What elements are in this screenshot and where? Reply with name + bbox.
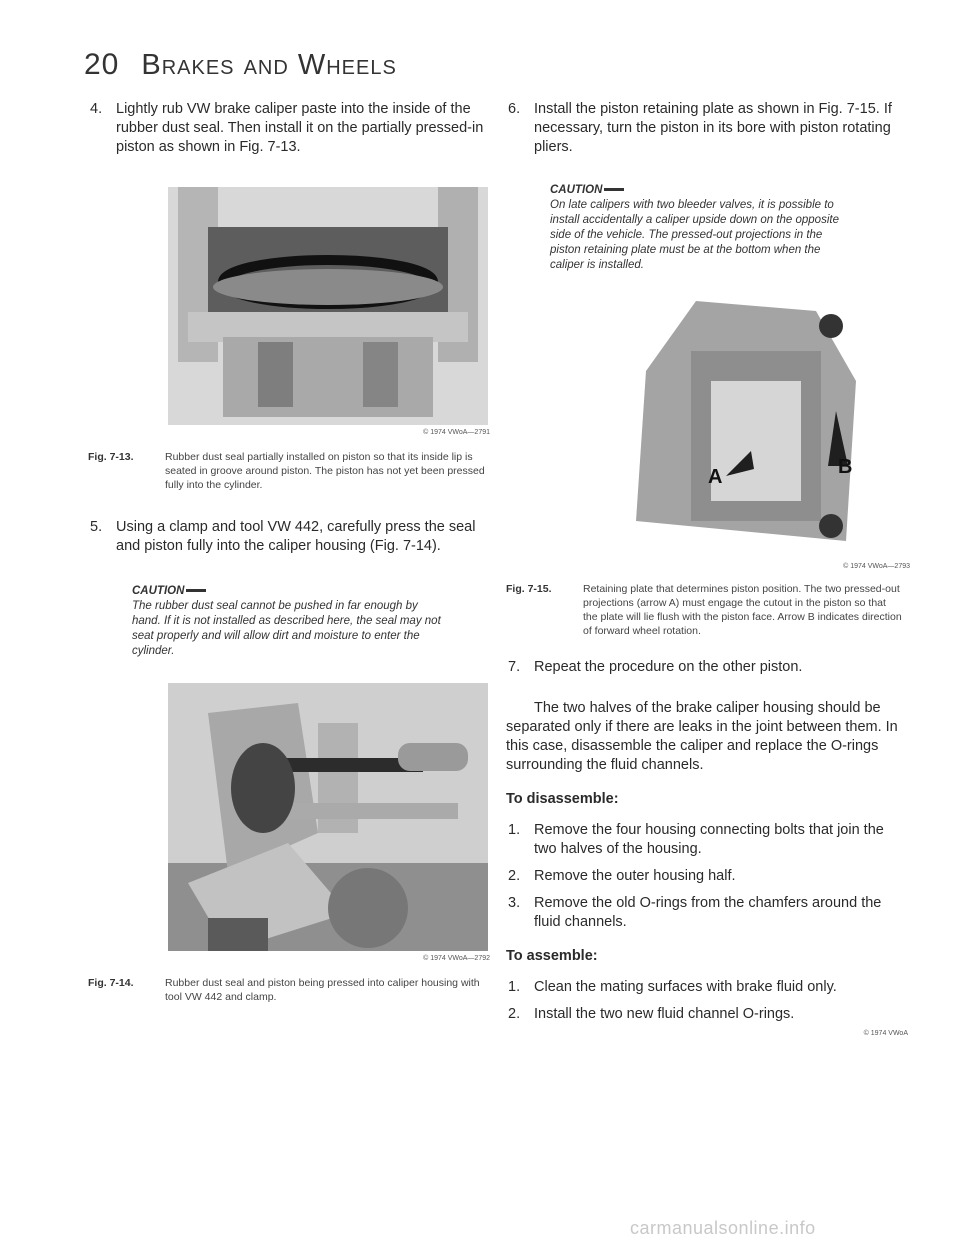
list-item: 2. Install the two new fluid channel O-rings. (508, 1006, 795, 1022)
page-number: 20 (84, 48, 120, 81)
step-7: 7. Repeat the procedure on the other piston. (508, 659, 803, 675)
caution-text: On late calipers with two bleeder valves, it is possible to install accidentally a caliper upside down on the opposite side of the vehicle. The pressed-out projections in the piston retaining plate must be at the bottom when the caliper is installed. (550, 199, 839, 271)
figure-7-15-credit: © 1974 VWoA—2793 (843, 563, 910, 570)
list-item: 1. Remove the four housing connecting bolts that join the two halves of the housing. (508, 822, 884, 857)
figure-7-15-label: Fig. 7-15. (506, 583, 552, 595)
step-4: 4. Lightly rub VW brake caliper paste into the inside of the rubber dust seal. Then install it on the partially pressed-in piston as shown in Fig. 7-13. (90, 101, 484, 155)
watermark-text: carmanualsonline.info (630, 1218, 816, 1238)
caution-box-right (506, 183, 908, 273)
figure-7-15-caption: Fig. 7-15. Retaining plate that determines piston position. The two pressed-out projections (arrow A) must engage the cutout in the piston so that the plate will lie flush with the piston face. Arrow B indicates direction of forward wheel rotation. (506, 583, 902, 637)
figure-7-14-caption: Fig. 7-14. Rubber dust seal and piston being pressed into caliper housing with tool VW 442 and clamp. (88, 977, 480, 1003)
arrow-a-label: A (708, 466, 723, 488)
step-5: 5. Using a clamp and tool VW 442, carefully press the seal and piston fully into the caliper housing (Fig. 7-14). (90, 519, 476, 554)
chapter-title: Brakes and Wheels (141, 49, 397, 81)
page-header (84, 48, 397, 82)
caution-box-left (88, 584, 488, 659)
list-item: 1. Clean the mating surfaces with brake fluid only. (508, 979, 837, 995)
step-7-text: Repeat the procedure on the other piston. (534, 659, 803, 675)
body-paragraph: The two halves of the brake caliper housing should be separated only if there are leaks in the joint between them. In this case, disassemble the caliper and replace the O-rings surrounding the fluid channels. (506, 700, 898, 773)
figure-7-14-label: Fig. 7-14. (88, 977, 134, 989)
right-column (506, 100, 908, 1037)
figure-7-15-photo (616, 291, 908, 559)
step-6: 6. Install the piston retaining plate as shown in Fig. 7-15. If necessary, turn the piston in its bore with piston rotating pliers. (508, 101, 892, 155)
figure-7-13-photo (168, 187, 488, 425)
disassemble-list (506, 821, 908, 932)
arrow-b-label: B (838, 456, 853, 478)
figure-7-13-label: Fig. 7-13. (88, 451, 134, 463)
end-credit: © 1974 VWoA (863, 1030, 908, 1037)
figure-7-13-caption: Fig. 7-13. Rubber dust seal partially installed on piston so that its inside lip is seated in groove around piston. The piston has not yet been pressed fully into the cylinder. (88, 451, 485, 491)
step-5-text: Using a clamp and tool VW 442, carefully press the seal and piston fully into the caliper housing (Fig. 7-14). (116, 519, 476, 554)
figure-7-14-photo (168, 683, 488, 951)
list-item: 3. Remove the old O-rings from the chamfers around the fluid channels. (508, 895, 882, 930)
step-6-text: Install the piston retaining plate as shown in Fig. 7-15. If necessary, turn the piston in its bore with piston rotating pliers. (534, 101, 892, 155)
figure-7-14-credit: © 1974 VWoA—2792 (423, 955, 490, 962)
caution-title: CAUTION (132, 584, 442, 599)
list-item: 2. Remove the outer housing half. (508, 868, 736, 884)
caution-text: The rubber dust seal cannot be pushed in far enough by hand. If it is not installed as described here, the seal may not seat properly and will allow dirt and moisture to enter the cylinder. (132, 600, 441, 657)
left-column (88, 100, 488, 1004)
figure-7-13-credit: © 1974 VWoA—2791 (423, 429, 490, 436)
assemble-list (506, 978, 908, 1024)
disassemble-heading: To disassemble: (506, 791, 619, 807)
caution-title: CAUTION (550, 183, 856, 198)
assemble-heading: To assemble: (506, 948, 598, 964)
step-4-text: Lightly rub VW brake caliper paste into the inside of the rubber dust seal. Then install it on the partially pressed-in piston as shown in Fig. 7-13. (116, 101, 484, 155)
